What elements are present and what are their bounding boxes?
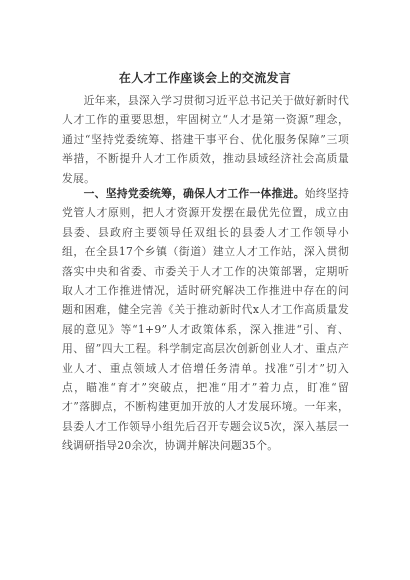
- intro-paragraph-text: 近年来，县深入学习贯彻习近平总书记关于做好新时代人才工作的重要思想，牢固树立“人才是第一资源”理念，通过“坚持党委统筹、搭建干事平台、优化服务保障”三项举措，不断提升人才工作质效，推动县域经济社会高质量发展。: [62, 94, 349, 185]
- section-one-body: 始终坚持党管人才原则，把人才资源开发摆在最优先位置，成立由县委、县政府主要领导任双组长的县委人才工作领导小组，在全县17个乡镇（街道）建立人才工作站，深入贯彻落实中央和省委、市委关于人才工作的决策部署，定期听取人才工作推进情况，适时研究解决工作推进中存在的问题和困难，健全完善《关于推动新时代x人才工作高质量发展的意见》等“1+9”人才政策体系，深入推进“引、育、用、留”四大工程。科学制定高层次创新创业人才、重点产业人才、重点领域人才倍增任务清单。找准“引才”切入点，瞄准“育才”突破点，把准“用才”着力点，盯准“留才”落脚点，不断构建更加开放的人才发展环境。一年来，县委人才工作领导小组先后召开专题会议5次，深入基层一线调研指导20余次，协调并解决问题35个。: [62, 187, 350, 453]
- section-one-heading: 一、坚持党委统筹，确保人才工作一体推进。: [83, 187, 305, 200]
- document-title: 在人才工作座谈会上的交流发言: [118, 71, 292, 85]
- intro-paragraph: [62, 91, 349, 188]
- section-one-paragraph: [62, 184, 349, 456]
